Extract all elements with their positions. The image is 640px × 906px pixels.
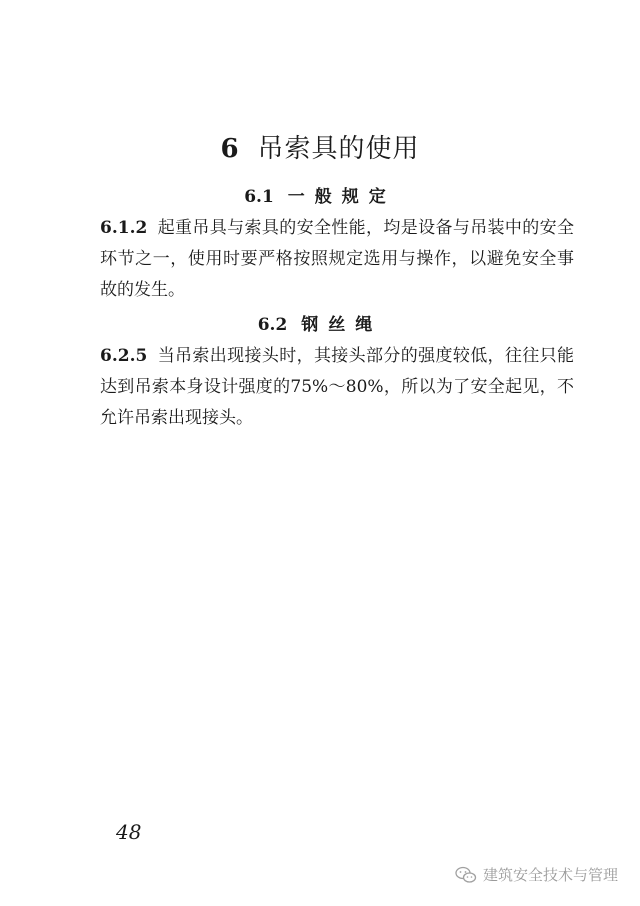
watermark-text: 建筑安全技术与管理 — [482, 866, 618, 884]
section-number: 6.1 — [244, 187, 274, 207]
clause-number: 6.2.5 — [100, 346, 148, 366]
clause-text: 当吊索出现接头时，其接头部分的强度较低，往往只能达到吊索本身设计强度的75%～80%，所以为了安全起见，不允许吊索出现接头。 — [100, 346, 574, 428]
section-title-text: 一般规定 — [287, 187, 396, 207]
section-number: 6.2 — [257, 315, 288, 335]
clause-number: 6.1.2 — [100, 218, 148, 238]
chapter-number: 6 — [220, 134, 240, 164]
watermark — [455, 864, 618, 885]
clause-paragraph-6-1-2 — [100, 213, 574, 306]
clause-text: 起重吊具与索具的安全性能，均是设备与吊装中的安全环节之一，使用时要严格按照规定选用与操作，以避免安全事故的发生。 — [100, 218, 574, 300]
chapter-title-text: 吊索具的使用 — [257, 134, 420, 164]
section-heading-6-2 — [0, 310, 640, 335]
section-title-text: 钢丝绳 — [301, 315, 383, 335]
page-number: 48 — [116, 820, 142, 844]
chapter-title — [0, 128, 640, 165]
section-heading-6-1 — [0, 182, 640, 207]
wechat-icon — [455, 866, 477, 884]
clause-paragraph-6-2-5 — [100, 341, 574, 434]
